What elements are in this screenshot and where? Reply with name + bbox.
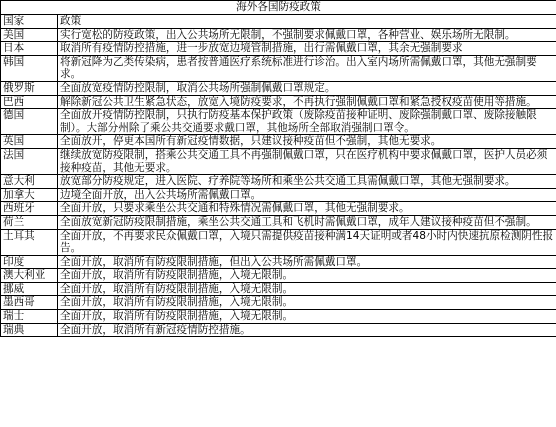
policy-cell: 全面开放，取消所有防疫限制措施，入境无限制。 (58, 269, 556, 283)
country-cell: 瑞士 (1, 310, 58, 324)
table-row (1, 202, 556, 216)
table-row (1, 109, 556, 135)
table-row (1, 148, 556, 174)
country-cell: 土耳其 (1, 229, 58, 255)
country-cell: 瑞典 (1, 323, 58, 337)
policy-cell: 取消所有疫情防控措施，进一步放宽边境管制措施，出行需佩戴口罩，其余无强制要求 (58, 42, 556, 56)
country-cell: 韩国 (1, 55, 58, 81)
country-cell: 印度 (1, 255, 58, 269)
table-row (1, 323, 556, 337)
policy-cell: 继续放宽防疫限制，搭乘公共交通工具不再强制佩戴口罩，只在医疗机构中要求佩戴口罩，医护人员必须接种疫苗，其他无要求。 (58, 148, 556, 174)
table-row (1, 28, 556, 42)
country-cell: 日本 (1, 42, 58, 56)
policy-cell: 全面开放，取消所有防疫限制措施，入境无限制。 (58, 310, 556, 324)
policy-cell: 实行宽松的防疫政策，出入公共场所无限制，不强制要求佩戴口罩，各种营业、娱乐场所无限制。 (58, 28, 556, 42)
policy-cell: 全面开放，取消所有防疫限制措施，入境无限制。 (58, 282, 556, 296)
country-cell: 法国 (1, 148, 58, 174)
policy-column-header: 政策 (58, 15, 556, 29)
policy-cell: 将新冠降为乙类传染病，患者按普通医疗系统标准进行诊治。出入室内场所需佩戴口罩，其他无强制要求。 (58, 55, 556, 81)
country-cell: 墨西哥 (1, 296, 58, 310)
country-cell: 俄罗斯 (1, 81, 58, 95)
country-cell: 意大利 (1, 175, 58, 189)
table-row (1, 269, 556, 283)
table-row (1, 188, 556, 202)
policy-cell: 全面放宽疫情防控限制，取消公共场所强制佩戴口罩规定。 (58, 81, 556, 95)
table-row (1, 229, 556, 255)
country-cell: 荷兰 (1, 215, 58, 229)
policy-cell: 全面开放，只要求乘坐公共交通和特殊情况需佩戴口罩，其他无强制要求。 (58, 202, 556, 216)
country-cell: 巴西 (1, 95, 58, 109)
country-cell: 澳大利亚 (1, 269, 58, 283)
country-cell: 美国 (1, 28, 58, 42)
table-row (1, 95, 556, 109)
policy-cell: 全面开放，取消所有新冠疫情防控措施。 (58, 323, 556, 337)
table-row (1, 255, 556, 269)
policy-cell: 全面开放，不再要求民众佩戴口罩，入境只需提供疫苗接种满14天证明或者48小时内快速抗原检测阴性报告。 (58, 229, 556, 255)
table-row (1, 135, 556, 149)
policy-cell: 全面放宽新冠防疫限制措施，乘坐公共交通工具和飞机时需佩戴口罩，成年人建议接种疫苗但不强制。 (58, 215, 556, 229)
country-cell: 德国 (1, 109, 58, 135)
table-row (1, 42, 556, 56)
header-row (1, 15, 556, 29)
policy-cell: 全面开放，取消所有防疫限制措施，入境无限制。 (58, 296, 556, 310)
policy-cell: 边境全面开放，出入公共场所需佩戴口罩。 (58, 188, 556, 202)
table-row (1, 55, 556, 81)
table-row (1, 81, 556, 95)
country-cell: 加拿大 (1, 188, 58, 202)
table-body (1, 28, 556, 337)
table-title: 海外各国防疫政策 (1, 1, 556, 15)
country-cell: 英国 (1, 135, 58, 149)
table-row (1, 215, 556, 229)
policy-cell: 放宽部分防疫规定，进入医院、疗养院等场所和乘坐公共交通工具需佩戴口罩，其他无强制要求。 (58, 175, 556, 189)
policy-cell: 全面开放，取消所有防疫限制措施，但出入公共场所需佩戴口罩。 (58, 255, 556, 269)
policy-cell: 全面放开，停更本国所有新冠疫情数据，只建议接种疫苗但不强制，其他无要求。 (58, 135, 556, 149)
country-cell: 挪威 (1, 282, 58, 296)
title-row (1, 1, 556, 15)
country-column-header: 国家 (1, 15, 58, 29)
country-cell: 西班牙 (1, 202, 58, 216)
policy-cell: 全面放开疫情防控限制，只执行防疫基本保护政策（废除疫苗接种证明、废除强制戴口罩、废除接触限制）。大部分州除了乘公共交通要求戴口罩，其他场所全部取消强制口罩令。 (58, 109, 556, 135)
table-row (1, 310, 556, 324)
policy-cell: 解除新冠公共卫生紧急状态，放宽入境防疫要求，不再执行强制佩戴口罩和紧急授权疫苗使用等措施。 (58, 95, 556, 109)
table-row (1, 282, 556, 296)
table-row (1, 175, 556, 189)
table-row (1, 296, 556, 310)
